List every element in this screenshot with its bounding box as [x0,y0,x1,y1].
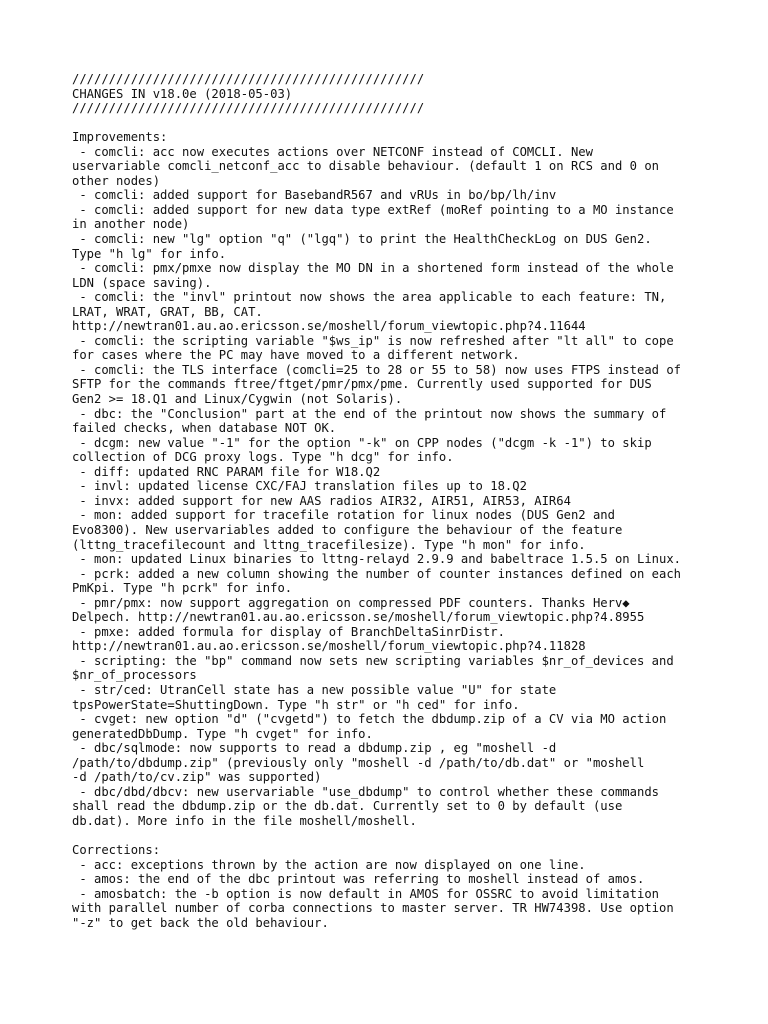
text-line: - mon: added support for tracefile rotation for linux nodes (DUS Gen2 and [72,508,615,523]
text-line: failed checks, when database NOT OK. [72,421,337,436]
text-line: http://newtran01.au.ao.ericsson.se/moshell/forum_viewtopic.php?4.11828 [72,639,586,654]
text-line: - comcli: pmx/pmxe now display the MO DN in a shortened form instead of the whole [72,261,674,276]
text-line: - comcli: new "lg" option "q" ("lgq") to print the HealthCheckLog on DUS Gen2. [72,232,652,247]
text-line: - dcgm: new value "-1" for the option "-k" on CPP nodes ("dcgm -k -1") to skip [72,435,652,450]
text-line: - acc: exceptions thrown by the action are now displayed on one line. [72,857,586,872]
text-line: SFTP for the commands ftree/ftget/pmr/pmx/pme. Currently used supported for DUS [72,377,652,392]
text-line: - pcrk: added a new column showing the number of counter instances defined on each [72,566,682,581]
text-line: - comcli: the scripting variable "$ws_ip" is now refreshed after "lt all" to cope [72,333,674,348]
text-line: in another node) [72,217,190,232]
text-line: - mon: updated Linux binaries to lttng-relayd 2.9.9 and babeltrace 1.5.5 on Linux. [72,552,682,567]
text-line: "-z" to get back the old behaviour. [72,915,329,930]
text-line: - comcli: the "invl" printout now shows the area applicable to each feature: TN, [72,290,667,305]
text-line: - scripting: the "bp" command now sets new scripting variables $nr_of_devices and [72,653,674,668]
text-line: other nodes) [72,173,161,188]
text-line: - diff: updated RNC PARAM file for W18.Q2 [72,464,381,479]
text-line: for cases where the PC may have moved to a different network. [72,348,520,363]
text-line: db.dat). More info in the file moshell/moshell. [72,813,417,828]
text-line: Evo8300). New uservariables added to configure the behaviour of the feature [72,522,623,537]
text-line: generatedDbDump. Type "h cvget" for info. [72,726,373,741]
text-line: (lttng_tracefilecount and lttng_tracefilesize). Type "h mon" for info. [72,537,586,552]
text-line: PmKpi. Type "h pcrk" for info. [72,581,293,596]
text-line: LDN (space saving). [72,275,212,290]
text-line: - invx: added support for new AAS radios AIR32, AIR51, AIR53, AIR64 [72,493,571,508]
text-line: - dbc/dbd/dbcv: new uservariable "use_dbdump" to control whether these commands [72,784,659,799]
text-line: - pmxe: added formula for display of BranchDeltaSinrDistr. [72,624,505,639]
text-line: - dbc/sqlmode: now supports to read a dbdump.zip , eg "moshell -d [72,741,557,756]
text-line: - str/ced: UtranCell state has a new possible value "U" for state [72,682,557,697]
text-line: shall read the dbdump.zip or the db.dat. Currently set to 0 by default (use [72,799,623,814]
text-line: uservariable comcli_netconf_acc to disable behaviour. (default 1 on RCS and 0 on [72,159,659,174]
text-line: Gen2 >= 18.Q1 and Linux/Cygwin (not Solaris). [72,392,403,407]
text-line: LRAT, WRAT, GRAT, BB, CAT. [72,304,263,319]
text-line: //////////////////////////////////////////////// [72,101,425,116]
text-line: Corrections: [72,842,161,857]
blank-line [72,116,681,131]
text-line: - pmr/pmx: now support aggregation on compressed PDF counters. Thanks Herv◆ [72,595,630,610]
text-line: - comcli: added support for new data type extRef (moRef pointing to a MO instance [72,202,674,217]
text-line: - comcli: the TLS interface (comcli=25 to 28 or 55 to 58) now uses FTPS instead of [72,362,682,377]
text-line: Delpech. http://newtran01.au.ao.ericsson.se/moshell/forum_viewtopic.php?4.8955 [72,610,645,625]
text-line: Type "h lg" for info. [72,246,227,261]
text-line: - cvget: new option "d" ("cvgetd") to fetch the dbdump.zip of a CV via MO action [72,712,667,727]
text-line: CHANGES IN v18.0e (2018-05-03) [72,86,293,101]
text-line: tpsPowerState=ShuttingDown. Type "h str" or "h ced" for info. [72,697,520,712]
text-line: - amos: the end of the dbc printout was referring to moshell instead of amos. [72,872,645,887]
text-line: $nr_of_processors [72,668,197,683]
text-line: with parallel number of corba connections to master server. TR HW74398. Use option [72,901,674,916]
text-line: http://newtran01.au.ao.ericsson.se/moshell/forum_viewtopic.php?4.11644 [72,319,586,334]
text-line: //////////////////////////////////////////////// [72,72,425,86]
text-line: Improvements: [72,130,168,145]
text-line: - invl: updated license CXC/FAJ translation files up to 18.Q2 [72,479,527,494]
text-line: /path/to/dbdump.zip" (previously only "moshell -d /path/to/db.dat" or "moshell [72,755,645,770]
text-line: - amosbatch: the -b option is now default in AMOS for OSSRC to avoid limitation [72,886,659,901]
blank-line [72,828,681,843]
changelog-text [72,72,681,930]
text-line: collection of DCG proxy logs. Type "h dcg" for info. [72,450,454,465]
text-line: - comcli: added support for BasebandR567 and vRUs in bo/bp/lh/inv [72,188,557,203]
text-line: - dbc: the "Conclusion" part at the end of the printout now shows the summary of [72,406,667,421]
text-line: - comcli: acc now executes actions over NETCONF instead of COMCLI. New [72,144,593,159]
text-line: -d /path/to/cv.zip" was supported) [72,770,322,785]
